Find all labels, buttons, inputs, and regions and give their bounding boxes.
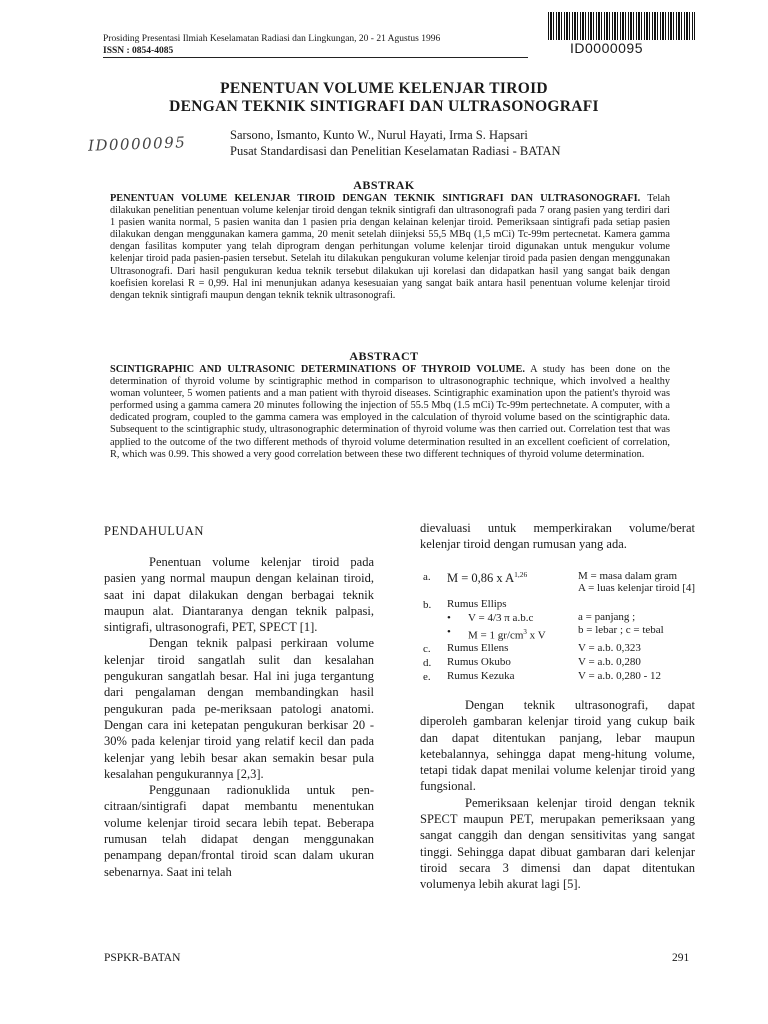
formula-b-note-1: a = panjang ; [578,611,636,623]
abstrak-text [110,193,670,302]
section-heading-pendahuluan: PENDAHULUAN [104,524,204,538]
abstract-lead: SCINTIGRAPHIC AND ULTRASONIC DETERMINATIONS OF THYROID VOLUME. [110,364,525,375]
handwritten-annotation: ID0000095 [87,133,187,155]
left-column [104,554,374,880]
formula-d-label: d. [423,657,432,669]
formula-a-exponent: 1,26 [514,570,528,579]
formula-e-title: Rumus Kezuka [447,670,515,682]
formula-a [447,569,527,584]
author-block [230,127,561,159]
header-rule [103,57,528,58]
abstract-text [110,364,670,461]
formula-a-note-1: M = masa dalam gram [578,570,678,582]
formula-b-2-pre: M = 1 gr/cm [468,629,524,642]
title-line-1: PENENTUAN VOLUME KELENJAR TIROID [220,80,548,97]
formula-e-label: e. [423,671,431,683]
bullet: • [447,626,451,638]
abstract-heading: ABSTRACT [349,349,419,363]
formula-a-text: M = 0,86 x A [447,571,515,586]
formula-list [420,566,720,686]
formula-b-note-2: b = lebar ; c = tebal [578,624,664,636]
barcode [548,12,695,40]
formula-b-2 [468,626,546,642]
paragraph: Dengan teknik palpasi perkiraan volume kelenjar tiroid sangatlah sulit dan kesalahan pengukuran sangatlah besar. Hal ini juga tergantung dari pengalaman dengan membandingkan hasil pengukuran pada pe-meriksaan patologi anatomi. Dengan cara ini ketepatan pengukuran berkisar 20 - 30% pada kelenjar tiroid yang relatif kecil dan pada kelenjar yang lebih besar akan semakin besar pula kesalahan pengukurannya [2,3]. [104,636,374,781]
formula-d-title: Rumus Okubo [447,656,511,668]
abstrak-heading: ABSTRAK [353,178,415,192]
formula-b-title: Rumus Ellips [447,598,507,610]
formula-a-label: a. [423,571,431,583]
formula-d-value: V = a.b. 0,280 [578,656,641,668]
formula-c-label: c. [423,643,431,655]
page-number: 291 [672,952,690,964]
right-column-body [420,697,695,893]
title-line-2: DENGAN TEKNIK SINTIGRAFI DAN ULTRASONOGRAFI [169,98,599,115]
formula-e-value: V = a.b. 0,280 - 12 [578,670,661,682]
issn: ISSN : 0854-4085 [103,46,174,56]
affiliation: Pusat Standardisasi dan Penelitian Keselamatan Radiasi - BATAN [230,144,561,158]
document-id: ID0000095 [570,40,644,56]
bullet: • [447,612,451,624]
paragraph: Pemeriksaan kelenjar tiroid dengan teknik SPECT maupun PET, merupakan pemeriksaan yang sangat canggih dan dengan sensitivitas yang sangat tinggi. Sehingga dapat dibuat gambaran dari kelenjar tiroid secara 3 dimensi dan dapat ditentukan volumenya lebih akurat lagi [5]. [420,795,695,892]
paragraph: Dengan teknik ultrasonografi, dapat diperoleh gambaran kelenjar tiroid yang cukup baik dan dapat ditentukan panjang, lebar maupun ketebalannya, sehingga dapat meng-hitung volume, tetapi tidak dapat menilai volume kelenjar tiroid yang fungsional. [420,698,695,794]
abstrak-lead: PENENTUAN VOLUME KELENJAR TIROID DENGAN TEKNIK SINTIGRAFI DAN ULTRASONOGRAFI. [110,193,641,204]
formula-a-note-2: A = luas kelenjar tiroid [4] [578,582,696,594]
authors: Sarsono, Ismanto, Kunto W., Nurul Hayati, Irma S. Hapsari [230,128,528,142]
footer-institution: PSPKR-BATAN [104,952,181,964]
paragraph: Penentuan volume kelenjar tiroid pada pasien yang normal maupun dengan kelainan tiroid, saat ini dapat dilakukan dengan berbagai teknik maupun alat. Diantaranya dengan teknik palpasi, sintigrafi, ultrasonografi, PET, SPECT [1]. [104,555,374,635]
formula-b-1: V = 4/3 π a.b.c [468,612,534,624]
formula-b-label: b. [423,599,432,611]
formula-b-2-post: x V [526,629,546,642]
paragraph: Penggunaan radionuklida untuk pen-citraan/sintigrafi dapat membantu menentukan volume kelenjar tiroid secara lebih tepat. Beberapa rumusan telah didapat dengan menggunakan penampang depan/frontal tiroid scan dalam ukuran sebenarnya. Saat ini telah [104,783,374,879]
proceedings-header: Prosiding Presentasi Ilmiah Keselamatan Radiasi dan Lingkungan, 20 - 21 Agustus 1996 [103,34,441,44]
formula-c-value: V = a.b. 0,323 [578,642,641,654]
right-intro: dievaluasi untuk memperkirakan volume/berat kelenjar tiroid dengan rumusan yang ada. [420,521,695,552]
formula-b-2-exponent: 3 [523,628,527,636]
formula-c-title: Rumus Ellens [447,642,509,654]
abstrak-body: Telah dilakukan penelitian penentuan volume kelenjar tiroid dengan teknik sintigrafi dan ultrasonografi pada 7 orang pasien yang terdiri dari 1 pasien wanita normal, 5 pasien wanita dan 1 pasien pria dengan kelainan kelenjar tiroid. Pemeriksaan sintigrafi pada setiap pasien dilakukan dengan menggunakan kamera gamma, 20 menit setelah diinjeksi 55,5 MBq (1,5 mCi) Tc-99m pertecnetat. Kamera gamma dengan fasilitas komputer yang telah diprogram dengan perhitungan volume kelenjar tiroid digunakan untuk mengukur volume kelenjar tiroid pada pasien-pasien tersebut. Setelah itu dilakukan pengukuran volume kelenjar tiroid pada pasien dengan menggunakan Ultrasonografi. Dari hasil pengukuran kedua teknik tersebut dilakukan uji korelasi dan didapatkan hasil yang sangat baik dengan koefisien korelasi R = 0,99. Hal ini menunjukan adanya kesesuaian yang sangat baik antara hasil penentuan volume kelenjar tiroid dengan teknik sintigrafi maupun dengan teknik teknik ultrasonografi. [110,193,670,301]
abstract-body: A study has been done on the determination of thyroid volume by scintigraphic method in comparison to ultrasonographic technique, which involved a healthy woman volunteer, 5 women patients and a man patient with thyroid diseases. Scintigraphic examination upon the patient's thyroid was performed using a gamma camera 20 minutes following the injection of 55.5 Mbq (1.5 mCi) Tc-99m pertechnetate. A computer, with a dedicated program, coupled to the gamma camera was employed in the calculation of thyroid volume based on the scintigraphic data. Subsequent to the scintigraphic study, ultrasonographic determination of thyroid volume was then carried out. Correlation test that was applied to the outcome of the two different methods of thyroid volume determination resulted in an excellent coeficient of correlation, R, which was 0.99. This showed a very good correlation between these two different techniques of thyroid volume determination. [110,364,671,460]
